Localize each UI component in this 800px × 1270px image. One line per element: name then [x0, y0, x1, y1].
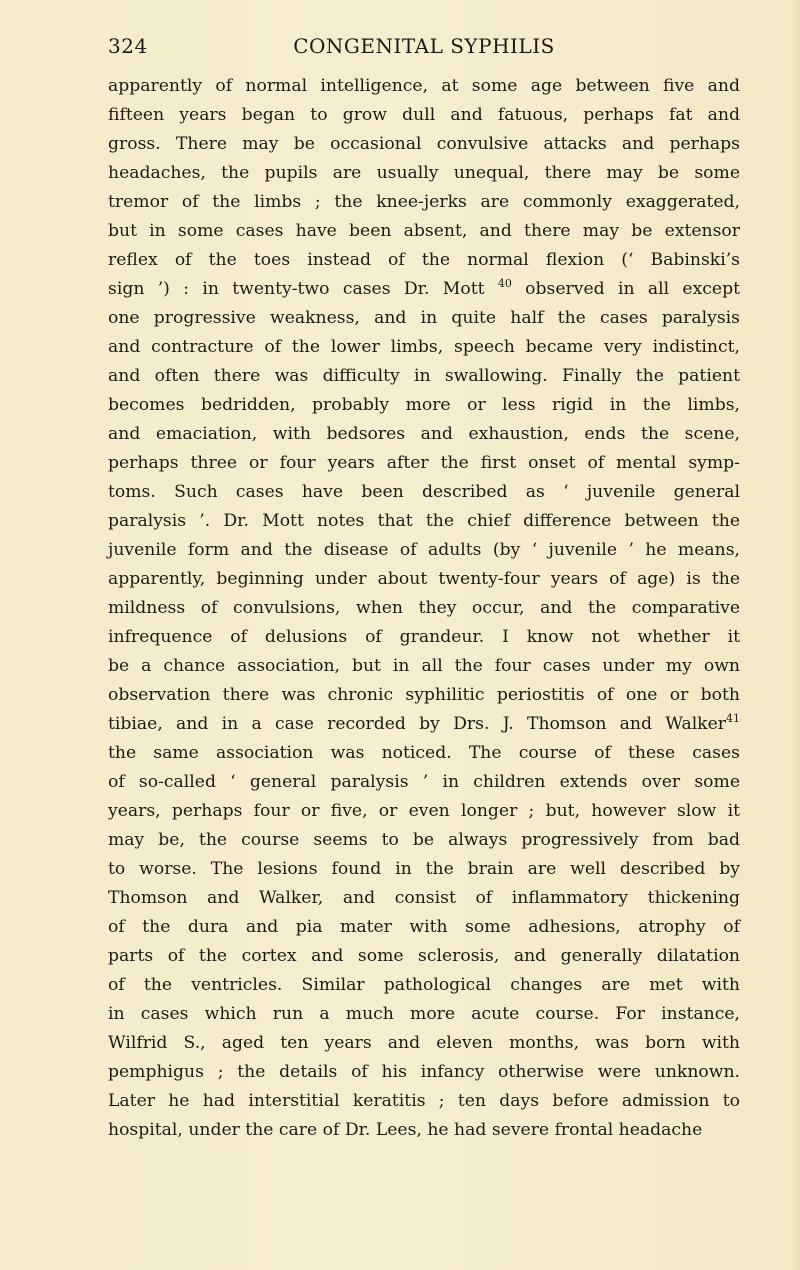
- text-segment: Later he had interstitial keratitis ; ten days before admission to: [108, 1091, 740, 1111]
- text-line: [108, 507, 740, 536]
- text-line: [108, 739, 740, 768]
- text-line: [108, 1029, 740, 1058]
- text-segment: mildness of convulsions, when they occur, and the comparative: [108, 598, 740, 618]
- text-segment: in cases which run a much more acute course. For instance,: [108, 1004, 740, 1024]
- text-line: [108, 797, 740, 826]
- text-segment: be a chance association, but in all the four cases under my own: [108, 656, 740, 676]
- text-segment: toms. Such cases have been described as ‘ juvenile general: [108, 482, 740, 502]
- text-line: [108, 217, 740, 246]
- text-line: [108, 652, 740, 681]
- text-segment: of the ventricles. Similar pathological changes are met with: [108, 975, 740, 995]
- text-line: [108, 478, 740, 507]
- text-segment: tibiae, and in a case recorded by Drs. J. Thomson and Walker: [108, 714, 726, 734]
- text-segment: to worse. The lesions found in the brain are well described by: [108, 859, 740, 879]
- text-line: [108, 1000, 740, 1029]
- text-segment: fifteen years began to grow dull and fatuous, perhaps fat and: [108, 105, 740, 125]
- text-segment: reflex of the toes instead of the normal flexion (‘ Babinski’s: [108, 250, 740, 270]
- text-line: [108, 710, 740, 739]
- text-line: [108, 246, 740, 275]
- text-line: [108, 768, 740, 797]
- text-segment: the same association was noticed. The course of these cases: [108, 743, 740, 763]
- body-text: [108, 72, 740, 1145]
- page-header: [108, 34, 740, 62]
- text-segment: juvenile form and the disease of adults (by ‘ juvenile ’ he means,: [108, 540, 740, 560]
- text-line: [108, 1087, 740, 1116]
- text-line: [108, 855, 740, 884]
- text-segment: may be, the course seems to be always progressively from bad: [108, 830, 740, 850]
- text-line: [108, 449, 740, 478]
- text-segment: perhaps three or four years after the first onset of mental symp-: [108, 453, 740, 473]
- text-segment: tremor of the limbs ; the knee-jerks are commonly exaggerated,: [108, 192, 740, 212]
- text-line: [108, 594, 740, 623]
- text-segment: of so-called ‘ general paralysis ’ in children extends over some: [108, 772, 740, 792]
- text-line: [108, 536, 740, 565]
- footnote-reference: 40: [497, 276, 512, 290]
- text-line: [108, 1058, 740, 1087]
- text-segment: apparently of normal intelligence, at some age between five and: [108, 76, 740, 96]
- text-segment: Thomson and Walker, and consist of inflammatory thickening: [108, 888, 740, 908]
- text-line: [108, 362, 740, 391]
- text-line: [108, 72, 740, 101]
- text-line: [108, 1116, 740, 1145]
- text-line: [108, 565, 740, 594]
- text-segment: observed in all except: [511, 279, 740, 299]
- text-segment: apparently, beginning under about twenty-four years of age) is the: [108, 569, 740, 589]
- text-line: [108, 971, 740, 1000]
- text-segment: headaches, the pupils are usually unequal, there may be some: [108, 163, 740, 183]
- text-segment: infrequence of delusions of grandeur. I know not whether it: [108, 627, 740, 647]
- text-segment: sign ’) : in twenty-two cases Dr. Mott: [108, 279, 498, 299]
- text-segment: pemphigus ; the details of his infancy otherwise were unknown.: [108, 1062, 740, 1082]
- text-segment: one progressive weakness, and in quite half the cases paralysis: [108, 308, 740, 328]
- text-segment: becomes bedridden, probably more or less rigid in the limbs,: [108, 395, 740, 415]
- text-segment: observation there was chronic syphilitic periostitis of one or both: [108, 685, 740, 705]
- text-line: [108, 391, 740, 420]
- text-segment: but in some cases have been absent, and there may be extensor: [108, 221, 740, 241]
- text-segment: of the dura and pia mater with some adhesions, atrophy of: [108, 917, 740, 937]
- text-line: [108, 304, 740, 333]
- text-line: [108, 188, 740, 217]
- text-segment: paralysis ’. Dr. Mott notes that the chief difference between the: [108, 511, 740, 531]
- text-line: [108, 130, 740, 159]
- text-segment: hospital, under the care of Dr. Lees, he had severe frontal headache: [108, 1120, 703, 1140]
- text-line: [108, 913, 740, 942]
- text-segment: and often there was difficulty in swallowing. Finally the patient: [108, 366, 740, 386]
- text-segment: and contracture of the lower limbs, speech became very indistinct,: [108, 337, 740, 357]
- text-line: [108, 623, 740, 652]
- text-segment: Wilfrid S., aged ten years and eleven months, was born with: [108, 1033, 740, 1053]
- text-line: [108, 826, 740, 855]
- text-line: [108, 884, 740, 913]
- text-line: [108, 275, 740, 304]
- page-edge-shadow: [790, 0, 800, 1270]
- text-line: [108, 333, 740, 362]
- text-line: [108, 942, 740, 971]
- text-line: [108, 101, 740, 130]
- text-line: [108, 159, 740, 188]
- page-number: 324: [108, 34, 148, 58]
- text-line: [108, 420, 740, 449]
- footnote-reference: 41: [726, 711, 740, 725]
- text-segment: gross. There may be occasional convulsive attacks and perhaps: [108, 134, 740, 154]
- text-segment: years, perhaps four or five, or even longer ; but, however slow it: [108, 801, 740, 821]
- text-segment: and emaciation, with bedsores and exhaustion, ends the scene,: [108, 424, 740, 444]
- text-line: [108, 681, 740, 710]
- text-segment: parts of the cortex and some sclerosis, and generally dilatation: [108, 946, 740, 966]
- running-title: CONGENITAL SYPHILIS: [293, 34, 555, 58]
